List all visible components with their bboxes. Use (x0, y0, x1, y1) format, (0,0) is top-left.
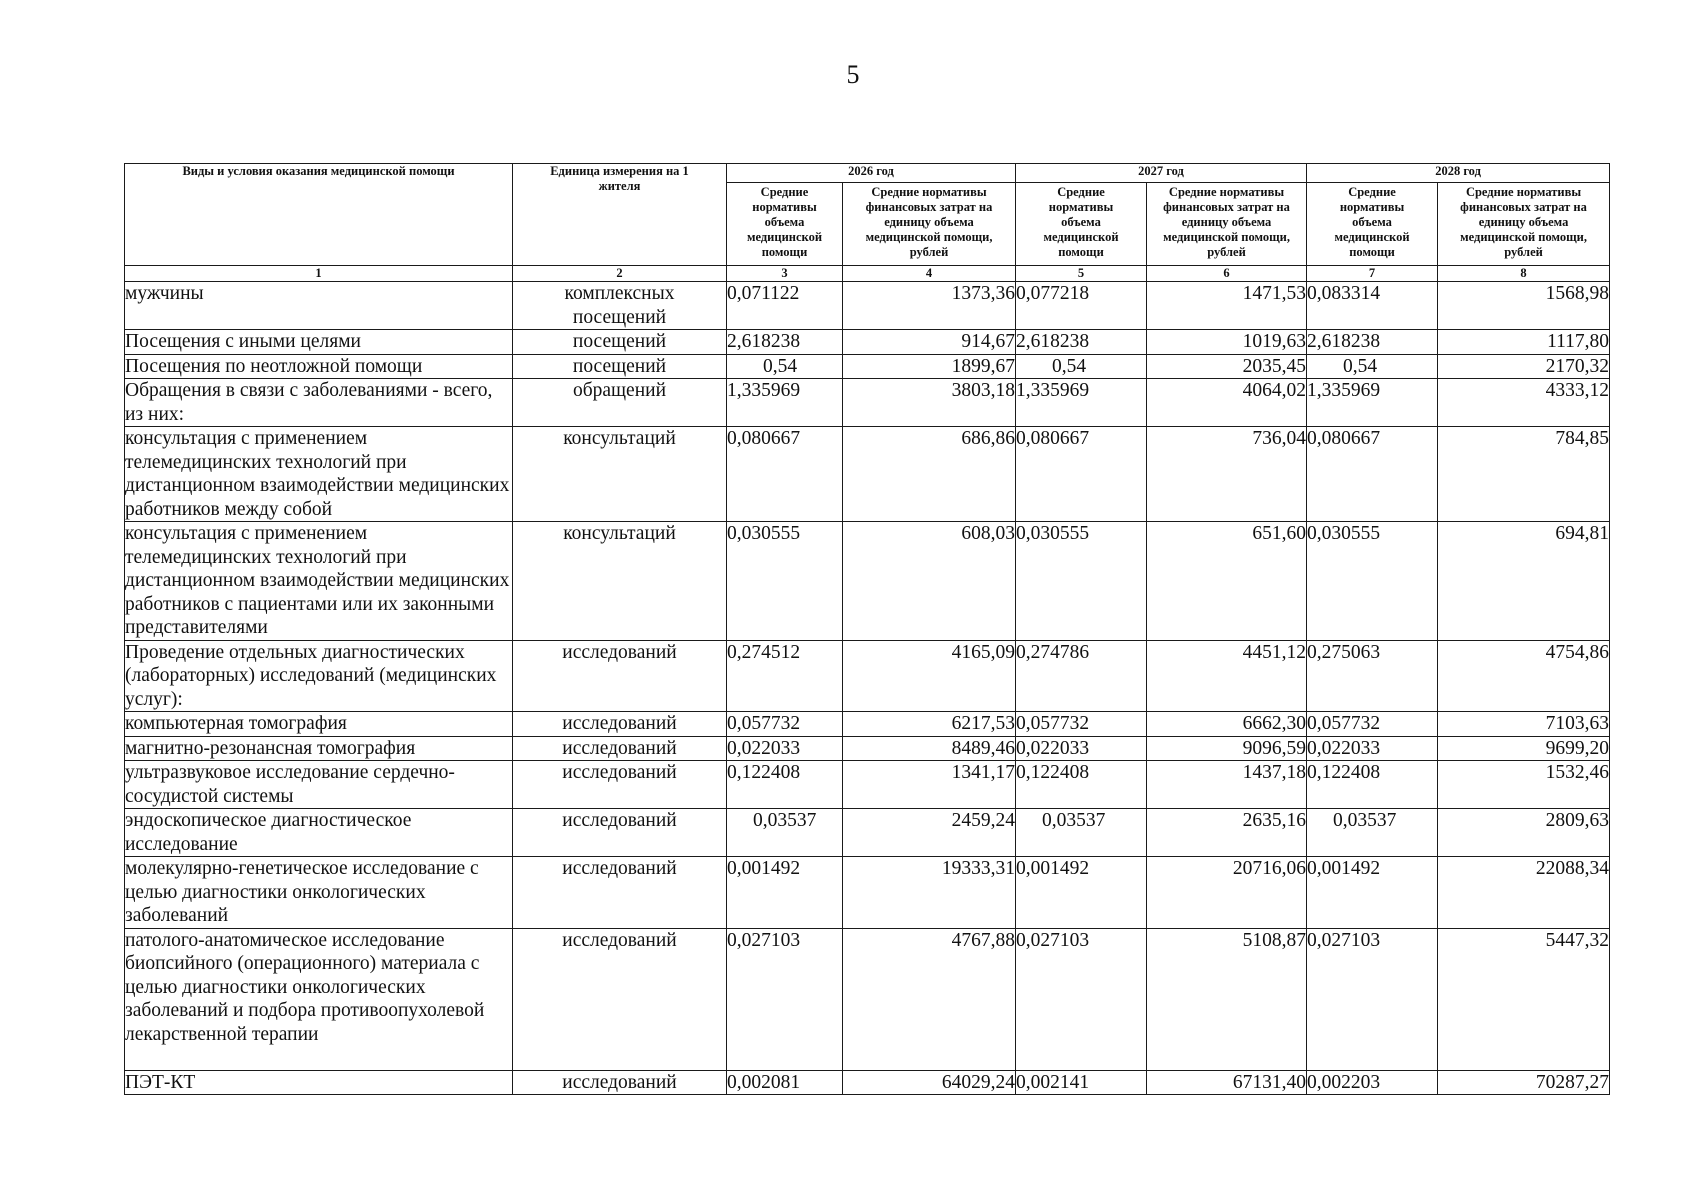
cost-2028: 4754,86 (1438, 640, 1610, 712)
row-unit: комплексных посещений (513, 282, 727, 330)
row-name: компьютерная томография (125, 712, 513, 737)
volume-2027: 0,030555 (1016, 522, 1147, 641)
cost-2028: 9699,20 (1438, 736, 1610, 761)
cost-2027: 6662,30 (1147, 712, 1307, 737)
volume-2027: 0,057732 (1016, 712, 1147, 737)
volume-2026: 0,54 (727, 354, 843, 379)
volume-2027: 0,03537 (1016, 809, 1147, 857)
cost-2026: 1341,17 (843, 761, 1016, 809)
row-unit: исследований (513, 712, 727, 737)
cost-2027: 67131,40 (1147, 1070, 1307, 1095)
table-row (125, 282, 1610, 330)
table-row (125, 736, 1610, 761)
volume-2028: 0,275063 (1307, 640, 1438, 712)
volume-2027: 2,618238 (1016, 330, 1147, 355)
row-name: патолого-анатомическое исследование биопсийного (операционного) материала с целью диагностики онкологических заболеваний и подбора противоопухолевой лекарственной терапии (125, 928, 513, 1070)
header-2026-cost: Средние нормативы финансовых затрат на единицу объема медицинской помощи, рублей (843, 183, 1016, 266)
page-number: 5 (846, 60, 860, 89)
cost-2027: 651,60 (1147, 522, 1307, 641)
volume-2026: 0,122408 (727, 761, 843, 809)
row-unit: исследований (513, 736, 727, 761)
cost-2026: 4767,88 (843, 928, 1016, 1070)
cost-2028: 5447,32 (1438, 928, 1610, 1070)
row-name: Посещения с иными целями (125, 330, 513, 355)
row-name: мужчины (125, 282, 513, 330)
cost-2026: 4165,09 (843, 640, 1016, 712)
volume-2027: 0,274786 (1016, 640, 1147, 712)
row-unit: исследований (513, 1070, 727, 1095)
table-row (125, 522, 1610, 641)
col-number-8: 8 (1438, 266, 1610, 282)
cost-2027: 1437,18 (1147, 761, 1307, 809)
row-name: Обращения в связи с заболеваниями - всего, из них: (125, 379, 513, 427)
row-unit: исследований (513, 928, 727, 1070)
table-row (125, 857, 1610, 929)
cost-2027: 2035,45 (1147, 354, 1307, 379)
cost-2027: 4451,12 (1147, 640, 1307, 712)
cost-2026: 3803,18 (843, 379, 1016, 427)
cost-2026: 8489,46 (843, 736, 1016, 761)
header-2026-volume: Средние нормативы объема медицинской помощи (727, 183, 843, 266)
volume-2028: 0,080667 (1307, 427, 1438, 522)
volume-2026: 0,001492 (727, 857, 843, 929)
cost-2028: 694,81 (1438, 522, 1610, 641)
standards-table (124, 163, 1610, 1095)
volume-2028: 0,027103 (1307, 928, 1438, 1070)
row-name: консультация с применением телемедицинских технологий при дистанционном взаимодействии медицинских работников с пациентами или их законными представителями (125, 522, 513, 641)
volume-2027: 1,335969 (1016, 379, 1147, 427)
volume-2026: 0,027103 (727, 928, 843, 1070)
header-2027-cost: Средние нормативы финансовых затрат на единицу объема медицинской помощи, рублей (1147, 183, 1307, 266)
cost-2026: 608,03 (843, 522, 1016, 641)
volume-2026: 0,057732 (727, 712, 843, 737)
cost-2026: 2459,24 (843, 809, 1016, 857)
volume-2028: 0,122408 (1307, 761, 1438, 809)
table-row (125, 427, 1610, 522)
row-name: эндоскопическое диагностическое исследование (125, 809, 513, 857)
col-number-3: 3 (727, 266, 843, 282)
cost-2027: 5108,87 (1147, 928, 1307, 1070)
volume-2026: 0,030555 (727, 522, 843, 641)
cost-2027: 1019,63 (1147, 330, 1307, 355)
volume-2028: 0,022033 (1307, 736, 1438, 761)
header-2028-volume: Средние нормативы объема медицинской помощи (1307, 183, 1438, 266)
cost-2027: 4064,02 (1147, 379, 1307, 427)
volume-2028: 0,001492 (1307, 857, 1438, 929)
col-number-4: 4 (843, 266, 1016, 282)
header-2027-volume: Средние нормативы объема медицинской помощи (1016, 183, 1147, 266)
cost-2026: 686,86 (843, 427, 1016, 522)
col-number-2: 2 (513, 266, 727, 282)
volume-2028: 1,335969 (1307, 379, 1438, 427)
cost-2028: 784,85 (1438, 427, 1610, 522)
row-name: ПЭТ-КТ (125, 1070, 513, 1095)
row-name: молекулярно-генетическое исследование с целью диагностики онкологических заболеваний (125, 857, 513, 929)
volume-2027: 0,54 (1016, 354, 1147, 379)
cost-2027: 736,04 (1147, 427, 1307, 522)
header-col-2: Единица измерения на 1 жителя (513, 164, 727, 266)
header-year-2028: 2028 год (1307, 164, 1610, 183)
volume-2028: 0,03537 (1307, 809, 1438, 857)
volume-2028: 0,057732 (1307, 712, 1438, 737)
cost-2026: 1899,67 (843, 354, 1016, 379)
header-row-numbers (125, 266, 1610, 282)
volume-2028: 0,002203 (1307, 1070, 1438, 1095)
row-unit: обращений (513, 379, 727, 427)
row-unit: исследований (513, 809, 727, 857)
volume-2027: 0,002141 (1016, 1070, 1147, 1095)
volume-2026: 0,022033 (727, 736, 843, 761)
cost-2028: 1532,46 (1438, 761, 1610, 809)
row-name: консультация с применением телемедицинских технологий при дистанционном взаимодействии медицинских работников между собой (125, 427, 513, 522)
volume-2026: 0,274512 (727, 640, 843, 712)
volume-2027: 0,077218 (1016, 282, 1147, 330)
cost-2026: 1373,36 (843, 282, 1016, 330)
table-row (125, 928, 1610, 1070)
cost-2028: 2170,32 (1438, 354, 1610, 379)
volume-2027: 0,001492 (1016, 857, 1147, 929)
header-col-1: Виды и условия оказания медицинской помощи (125, 164, 513, 266)
volume-2026: 0,03537 (727, 809, 843, 857)
cost-2028: 70287,27 (1438, 1070, 1610, 1095)
table-row (125, 712, 1610, 737)
row-unit: консультаций (513, 522, 727, 641)
volume-2026: 2,618238 (727, 330, 843, 355)
cost-2027: 20716,06 (1147, 857, 1307, 929)
volume-2028: 0,083314 (1307, 282, 1438, 330)
row-unit: исследований (513, 857, 727, 929)
cost-2028: 2809,63 (1438, 809, 1610, 857)
table-row (125, 1070, 1610, 1095)
row-unit: посещений (513, 354, 727, 379)
cost-2028: 4333,12 (1438, 379, 1610, 427)
cost-2027: 1471,53 (1147, 282, 1307, 330)
volume-2027: 0,027103 (1016, 928, 1147, 1070)
volume-2026: 0,071122 (727, 282, 843, 330)
cost-2026: 914,67 (843, 330, 1016, 355)
volume-2026: 1,335969 (727, 379, 843, 427)
row-name: магнитно-резонансная томография (125, 736, 513, 761)
row-unit: посещений (513, 330, 727, 355)
table-row (125, 379, 1610, 427)
volume-2028: 0,030555 (1307, 522, 1438, 641)
header-year-2027: 2027 год (1016, 164, 1307, 183)
header-row-years (125, 164, 1610, 183)
row-name: Посещения по неотложной помощи (125, 354, 513, 379)
col-number-7: 7 (1307, 266, 1438, 282)
volume-2027: 0,022033 (1016, 736, 1147, 761)
volume-2028: 0,54 (1307, 354, 1438, 379)
col-number-5: 5 (1016, 266, 1147, 282)
volume-2026: 0,002081 (727, 1070, 843, 1095)
cost-2027: 9096,59 (1147, 736, 1307, 761)
cost-2026: 6217,53 (843, 712, 1016, 737)
col-number-6: 6 (1147, 266, 1307, 282)
cost-2028: 1568,98 (1438, 282, 1610, 330)
row-name: ультразвуковое исследование сердечно-сосудистой системы (125, 761, 513, 809)
volume-2026: 0,080667 (727, 427, 843, 522)
table-row (125, 354, 1610, 379)
row-name: Проведение отдельных диагностических (лабораторных) исследований (медицинских услуг): (125, 640, 513, 712)
cost-2028: 22088,34 (1438, 857, 1610, 929)
volume-2028: 2,618238 (1307, 330, 1438, 355)
volume-2027: 0,122408 (1016, 761, 1147, 809)
header-2028-cost: Средние нормативы финансовых затрат на единицу объема медицинской помощи, рублей (1438, 183, 1610, 266)
header-year-2026: 2026 год (727, 164, 1016, 183)
cost-2026: 64029,24 (843, 1070, 1016, 1095)
cost-2027: 2635,16 (1147, 809, 1307, 857)
row-unit: исследований (513, 761, 727, 809)
table-row (125, 330, 1610, 355)
cost-2028: 1117,80 (1438, 330, 1610, 355)
cost-2028: 7103,63 (1438, 712, 1610, 737)
row-unit: исследований (513, 640, 727, 712)
table-row (125, 640, 1610, 712)
volume-2027: 0,080667 (1016, 427, 1147, 522)
row-unit: консультаций (513, 427, 727, 522)
table-row (125, 809, 1610, 857)
cost-2026: 19333,31 (843, 857, 1016, 929)
col-number-1: 1 (125, 266, 513, 282)
table-row (125, 761, 1610, 809)
